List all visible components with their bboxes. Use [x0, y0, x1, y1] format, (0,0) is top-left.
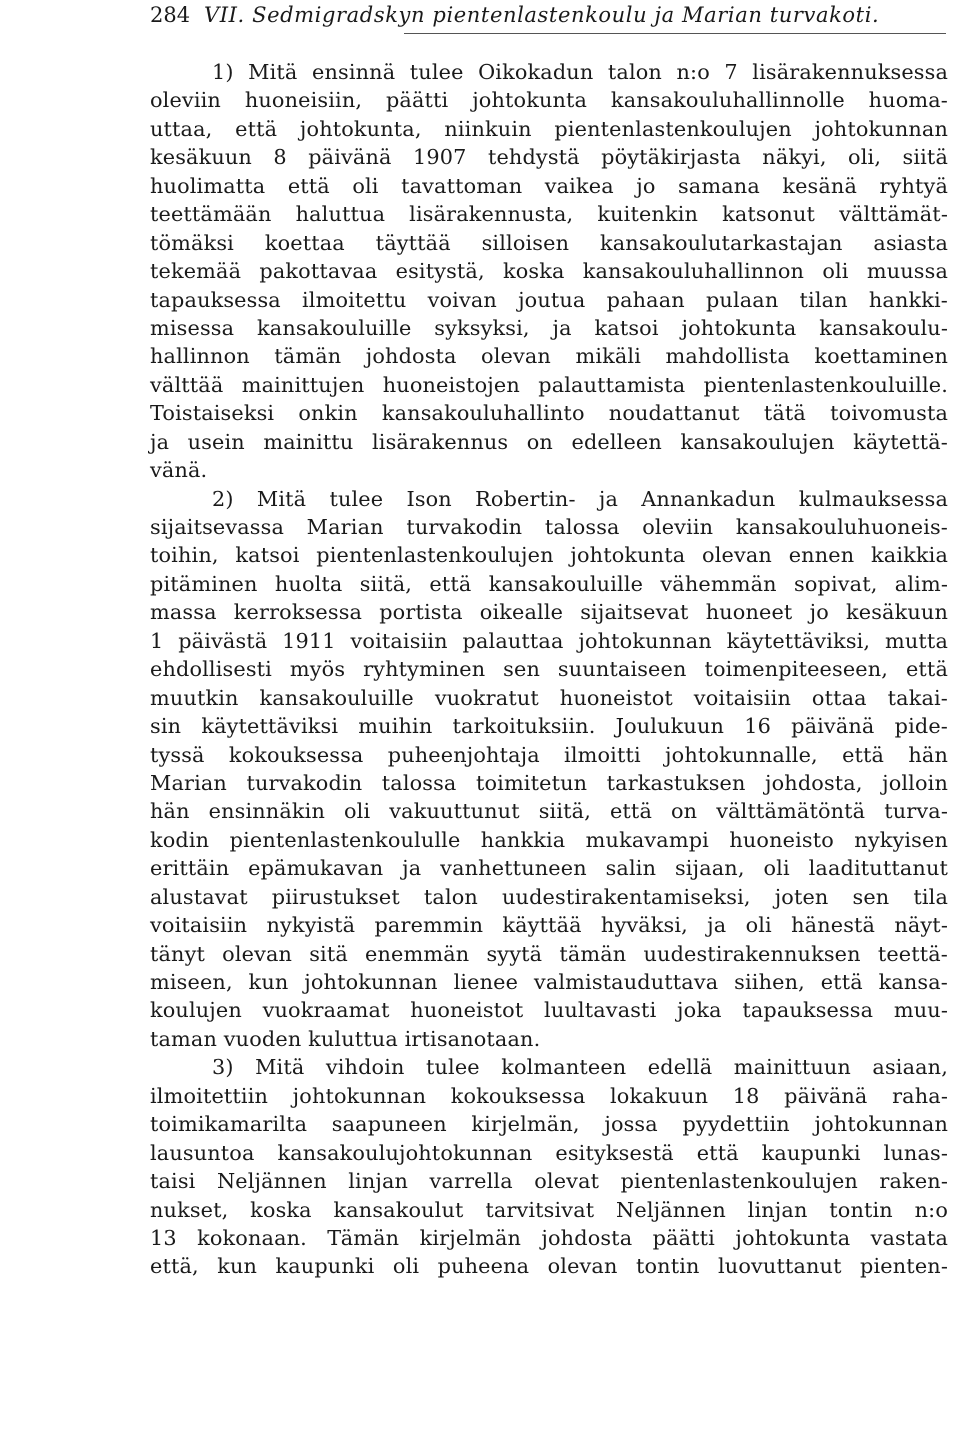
text-line: tömäksi koettaa täyttää silloisen kansakoulutarkastajan asiasta [150, 230, 948, 255]
text-line: huolimatta että oli tavattoman vaikea jo samana kesänä ryhtyä [150, 173, 948, 198]
text-line: vänä. [150, 458, 208, 483]
text-line: 3) Mitä vihdoin tulee kolmanteen edellä mainittuun asiaan, [212, 1055, 948, 1080]
chapter-title: VII. Sedmigradskyn pientenlastenkoulu ja Marian turvakoti. [204, 3, 880, 27]
text-line: koulujen vuokraamat huoneistot luultavasti joka tapauksessa muu- [150, 998, 948, 1023]
text-line: ilmoitettiin johtokunnan kokouksessa lokakuun 18 päivänä raha- [150, 1083, 948, 1108]
running-header [150, 0, 950, 32]
text-line: tänyt olevan sitä enemmän syytä tämän uudestirakennuksen teettä- [150, 941, 948, 966]
text-line: toimikamarilta saapuneen kirjelmän, jossa pyydettiin johtokunnan [150, 1112, 948, 1137]
text-line: kodin pientenlastenkoululle hankkia mukavampi huoneisto nykyisen [150, 827, 948, 852]
text-line: uttaa, että johtokunta, niinkuin pientenlastenkoulujen johtokunnan [150, 116, 948, 141]
text-line: tapauksessa ilmoitettu voivan joutua pahaan pulaan tilan hankki- [150, 287, 948, 312]
text-line: erittäin epämukavan ja vanhettuneen salin sijaan, oli laadituttanut [150, 856, 948, 881]
text-line: massa kerroksessa portista oikealle sijaitsevat huoneet jo kesäkuun [150, 600, 948, 625]
text-line: ehdollisesti myös ryhtyminen sen suuntaiseen toimenpiteeseen, että [150, 657, 948, 682]
text-line: kesäkuun 8 päivänä 1907 tehdystä pöytäkirjasta näkyi, oli, siitä [150, 145, 948, 170]
text-line: sijaitsevassa Marian turvakodin talossa oleviin kansakouluhuoneis- [150, 515, 948, 539]
text-line: 13 kokonaan. Tämän kirjelmän johdosta päätti johtokunta vastata [150, 1225, 948, 1250]
text-line: taisi Neljännen linjan varrella olevat pientenlastenkoulujen raken- [150, 1169, 948, 1194]
text-line: 1) Mitä ensinnä tulee Oikokadun talon n:o 7 lisärakennuksessa [212, 60, 948, 84]
body-text [150, 58, 948, 1281]
text-line: misessa kansakouluille syksyksi, ja katsoi johtokunta kansakoulu- [150, 315, 948, 340]
text-line: hallinnon tämän johdosta olevan mikäli mahdollista koettaminen [150, 344, 948, 369]
text-line: miseen, kun johtokunnan lienee valmistauduttava siihen, että kansa- [150, 970, 948, 994]
text-line: Toistaiseksi onkin kansakouluhallinto noudattanut tätä toivomusta [150, 401, 948, 426]
text-line: tekemää pakottavaa esitystä, koska kansakouluhallinnon oli muussa [150, 259, 948, 284]
text-line: voitaisiin nykyistä paremmin käyttää hyväksi, ja oli hänestä näyt- [150, 913, 948, 938]
text-line: ja usein mainittu lisärakennus on edelleen kansakoulujen käytettä- [150, 429, 948, 454]
text-line: Marian turvakodin talossa toimitetun tarkastuksen johdosta, jolloin [150, 770, 948, 795]
text-line: muutkin kansakouluille vuokratut huoneistot voitaisiin ottaa takai- [150, 685, 948, 710]
page-number: 284 [150, 3, 191, 27]
header-rule [404, 33, 946, 34]
text-line: taman vuoden kuluttua irtisanotaan. [150, 1026, 541, 1051]
text-line: teettämään haluttua lisärakennusta, kuitenkin katsonut välttämät- [150, 202, 948, 227]
text-line: lausuntoa kansakoulujohtokunnan esityksestä että kaupunki lunas- [150, 1140, 948, 1165]
text-line: toihin, katsoi pientenlastenkoulujen johtokunta olevan ennen kaikkia [150, 543, 948, 568]
text-line: hän ensinnäkin oli vakuuttunut siitä, että on välttämätöntä turva- [150, 799, 948, 824]
text-line: tyssä kokouksessa puheenjohtaja ilmoitti johtokunnalle, että hän [150, 742, 948, 767]
text-line: välttää mainittujen huoneistojen palauttamista pientenlastenkouluille. [150, 372, 948, 397]
text-line: 1 päivästä 1911 voitaisiin palauttaa johtokunnan käytettäviksi, mutta [150, 628, 948, 653]
text-line: sin käytettäviksi muihin tarkoituksiin. Joulukuun 16 päivänä pide- [150, 714, 948, 739]
text-line: että, kun kaupunki oli puheena olevan tontin luovuttanut pienten- [150, 1254, 948, 1279]
text-line: 2) Mitä tulee Ison Robertin- ja Annankadun kulmauksessa [212, 486, 948, 511]
text-line: oleviin huoneisiin, päätti johtokunta kansakouluhallinnolle huoma- [150, 88, 948, 113]
text-line: alustavat piirustukset talon uudestirakentamiseksi, joten sen tila [150, 884, 948, 909]
text-line: pitäminen huolta siitä, että kansakouluille vähemmän sopivat, alim- [150, 571, 948, 596]
text-line: nukset, koska kansakoulut tarvitsivat Neljännen linjan tontin n:o [150, 1197, 948, 1222]
